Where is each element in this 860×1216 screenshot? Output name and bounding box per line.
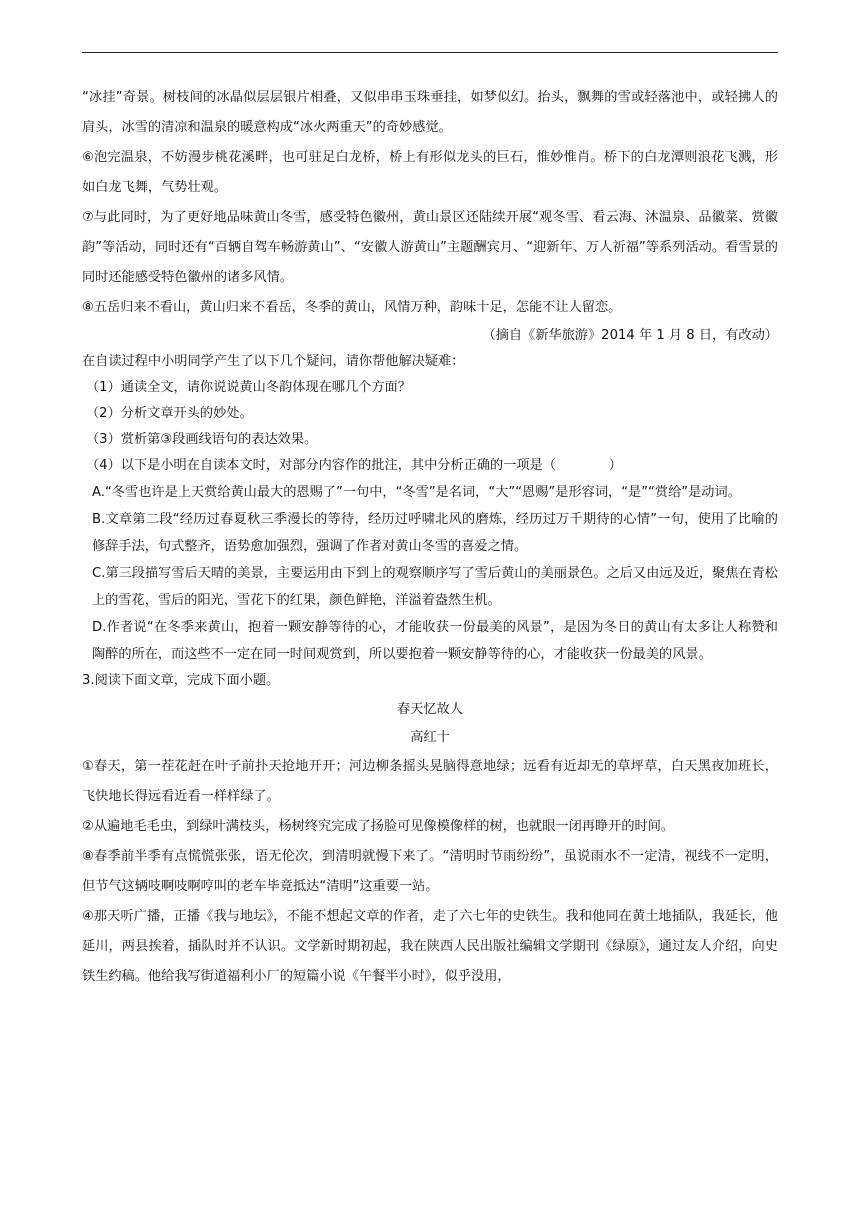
option-c: C.第三段描写雪后天晴的美景，主要运用由下到上的观察顺序写了雪后黄山的美丽景色。之后又由远及近，聚焦在青松上的雪花，雪后的阳光，雪花下的红果，颜色鲜艳，洋溢着盎然生机。 [92, 566, 778, 608]
source-citation: （摘自《新华旅游》2014 年 1 月 8 日，有改动） [482, 328, 778, 343]
paragraph: “冰挂”奇景。树枝间的冰晶似层层银片相叠，又似串串玉珠垂挂，如梦似幻。抬头，飘舞的雪或轻落池中，或轻拂人的肩头，冰雪的清凉和温泉的暖意构成“冰火两重天”的奇妙感觉。 [82, 90, 778, 135]
paragraph: ⑧五岳归来不看山，黄山归来不看岳，冬季的黄山，风情万种，韵味十足，怎能不让人留恋。 [82, 300, 622, 315]
article-author: 高红十 [410, 730, 450, 745]
question-intro: 在自读过程中小明同学产生了以下几个疑问，请你帮他解决疑难： [82, 354, 465, 369]
option-a: A.“冬雪也许是上天赏给黄山最大的恩赐了”一句中，“冬雪”是名词，“大”“恩赐”是形容词，“是”“赏给”是动词。 [92, 485, 741, 500]
section-heading: 3.阅读下面文章，完成下面小题。 [82, 673, 280, 688]
document-body [82, 83, 778, 992]
question-2: （2）分析文章开头的妙处。 [86, 406, 253, 421]
article-title: 春天忆故人 [397, 702, 463, 717]
article-paragraph: ①春天，第一茬花赶在叶子前扑天抢地开开；河边柳条摇头晃脑得意地绿；远看有近却无的草坪草，白天黑夜加班长，飞快地长得远看近看一样样绿了。 [82, 759, 778, 804]
option-b: B.文章第二段“经历过春夏秋三季漫长的等待，经历过呼啸北风的磨炼，经历过万千期待的心情”一句，使用了比喻的修辞手法，句式整齐，语势愈加强烈，强调了作者对黄山冬雪的喜爱之情。 [92, 512, 778, 554]
article-paragraph: ④那天听广播，正播《我与地坛》，不能不想起文章的作者，走了六七年的史铁生。我和他同在黄土地插队，我延长，他延川，两县挨着，插队时并不认识。文学新时期初起，我在陕西人民出版社编辑文学期刊《绿原》，通过友人介绍，向史铁生约稿。他给我写街道福利小厂的短篇小说《午餐半小时》，似乎没用， [82, 909, 778, 984]
header-rule [82, 52, 778, 53]
question-3: （3）赏析第③段画线语句的表达效果。 [86, 432, 318, 447]
question-1: （1）通读全文，请你说说黄山冬韵体现在哪几个方面？ [86, 380, 411, 395]
article-paragraph: ②从遍地毛毛虫，到绿叶满枝头，杨树终究完成了扬脸可见像模像样的树，也就眼一闭再睁开的时间。 [82, 819, 675, 834]
question-4: （4）以下是小明在自读本文时，对部分内容作的批注，其中分析正确的一项是（ ） [86, 458, 622, 473]
option-d: D.作者说“在冬季来黄山，抱着一颗安静等待的心，才能收获一份最美的风景”，是因为冬日的黄山有太多让人称赞和陶醉的所在，而这些不一定在同一时间观赏到，所以要抱着一颗安静等待的心，才能收获一份最美的风景。 [92, 620, 778, 662]
paragraph: ⑦与此同时，为了更好地品味黄山冬雪，感受特色徽州，黄山景区还陆续开展“观冬雪、看云海、沐温泉、品徽菜、赏徽韵”等活动，同时还有“百辆自驾车畅游黄山”、“安徽人游黄山”主题酬宾月、“迎新年、万人祈福”等系列活动。看雪景的同时还能感受特色徽州的诸多风情。 [82, 210, 778, 285]
article-paragraph: ⑧春季前半季有点慌慌张张，语无伦次，到清明就慢下来了。“清明时节雨纷纷”，虽说雨水不一定清，视线不一定明，但节气这辆吱啊吱啊哼叫的老车毕竟抵达“清明”这重要一站。 [82, 849, 778, 894]
paragraph: ⑥泡完温泉，不妨漫步桃花溪畔，也可驻足白龙桥，桥上有形似龙头的巨石，惟妙惟肖。桥下的白龙潭则浪花飞溅，形如白龙飞舞，气势壮观。 [82, 150, 778, 195]
